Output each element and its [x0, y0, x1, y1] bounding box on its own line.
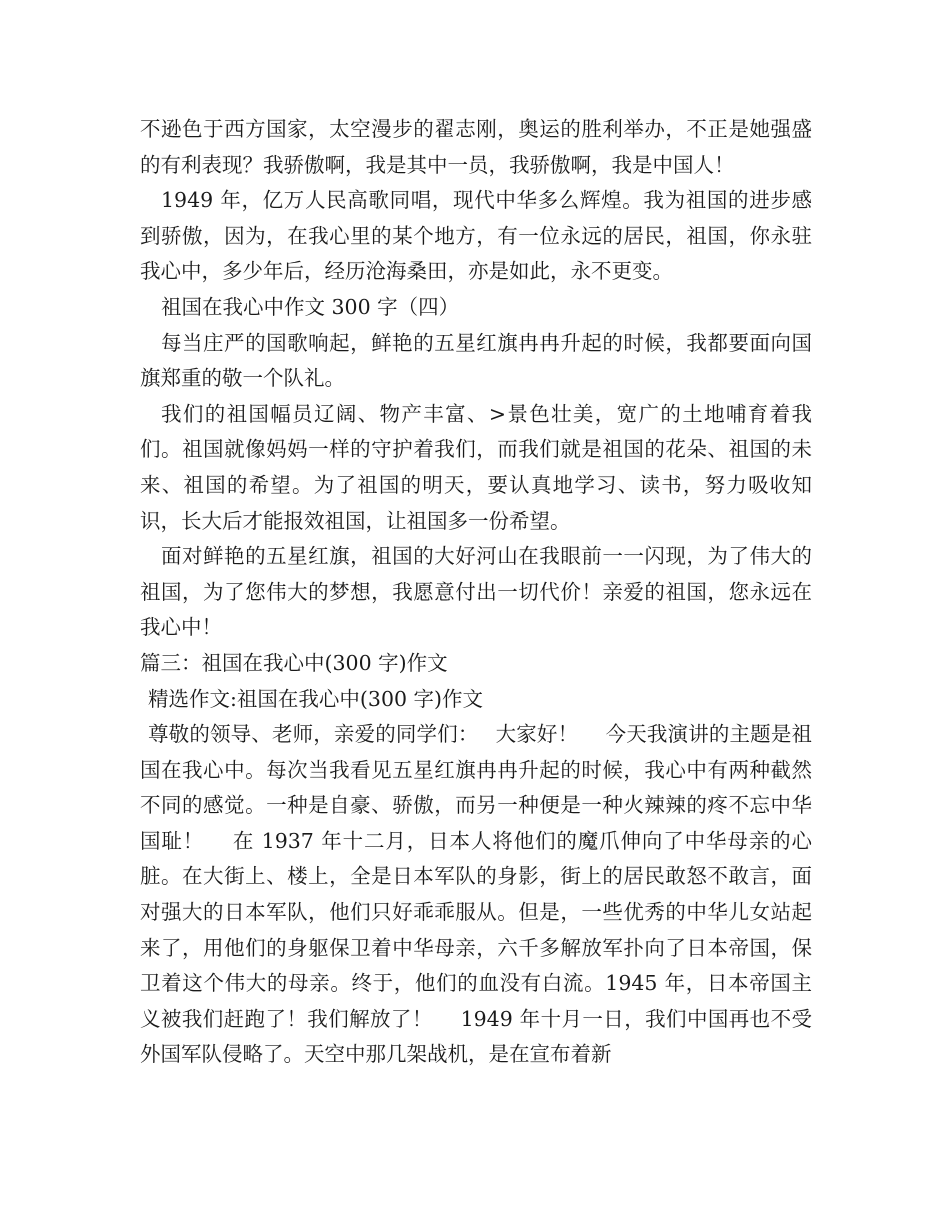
section-heading: 篇三：祖国在我心中(300 字)作文	[140, 650, 448, 675]
section-heading: 祖国在我心中作文 300 字（四）	[161, 294, 460, 319]
paragraph: 每当庄严的国歌响起，鲜艳的五星红旗冉冉升起的时候，我都要面向国旗郑重的敬一个队礼。	[140, 330, 812, 391]
document-page	[140, 112, 812, 1073]
subheading: 精选作文:祖国在我心中(300 字)作文	[148, 686, 484, 711]
paragraph: 我们的祖国幅员辽阔、物产丰富、>景色壮美，宽广的土地哺育着我们。祖国就像妈妈一样的守护着我们，而我们就是祖国的花朵、祖国的未来、祖国的希望。为了祖国的明天，要认真地学习、读书，努力吸收知识，长大后才能报效祖国，让祖国多一份希望。	[140, 401, 812, 533]
paragraph: 不逊色于西方国家，太空漫步的翟志刚，奥运的胜利举办，不正是她强盛的有利表现？我骄傲啊，我是其中一员，我骄傲啊，我是中国人！	[140, 117, 812, 177]
paragraph: 面对鲜艳的五星红旗，祖国的大好河山在我眼前一一闪现，为了伟大的祖国，为了您伟大的梦想，我愿意付出一切代价！亲爱的祖国，您永远在我心中！	[140, 544, 812, 640]
paragraph: 尊敬的领导、老师，亲爱的同学们： 大家好！ 今天我演讲的主题是祖国在我心中。每次当我看见五星红旗冉冉升起的时候，我心中有两种截然不同的感觉。一种是自豪、骄傲，而另一种便是一种火辣辣的疼不忘中华国耻！ 在 1937 年十二月，日本人将他们的魔爪伸向了中华母亲的心脏。在大街上、楼上，全是日本军队的身影，街上的居民敢怒不敢言，面对强大的日本军队，他们只好乖乖服从。但是，一些优秀的中华儿女站起来了，用他们的身躯保卫着中华母亲，六千多解放军扑向了日本帝国，保卫着这个伟大的母亲。终于，他们的血没有白流。1945 年，日本帝国主义被我们赶跑了！我们解放了！ 1949 年十月一日，我们中国再也不受外国军队侵略了。天空中那几架战机，是在宣布着新	[140, 722, 812, 1067]
paragraph: 1949 年，亿万人民高歌同唱，现代中华多么辉煌。我为祖国的进步感到骄傲，因为，在我心里的某个地方，有一位永远的居民，祖国，你永驻我心中，多少年后，经历沧海桑田，亦是如此，永不更变。	[140, 188, 812, 284]
